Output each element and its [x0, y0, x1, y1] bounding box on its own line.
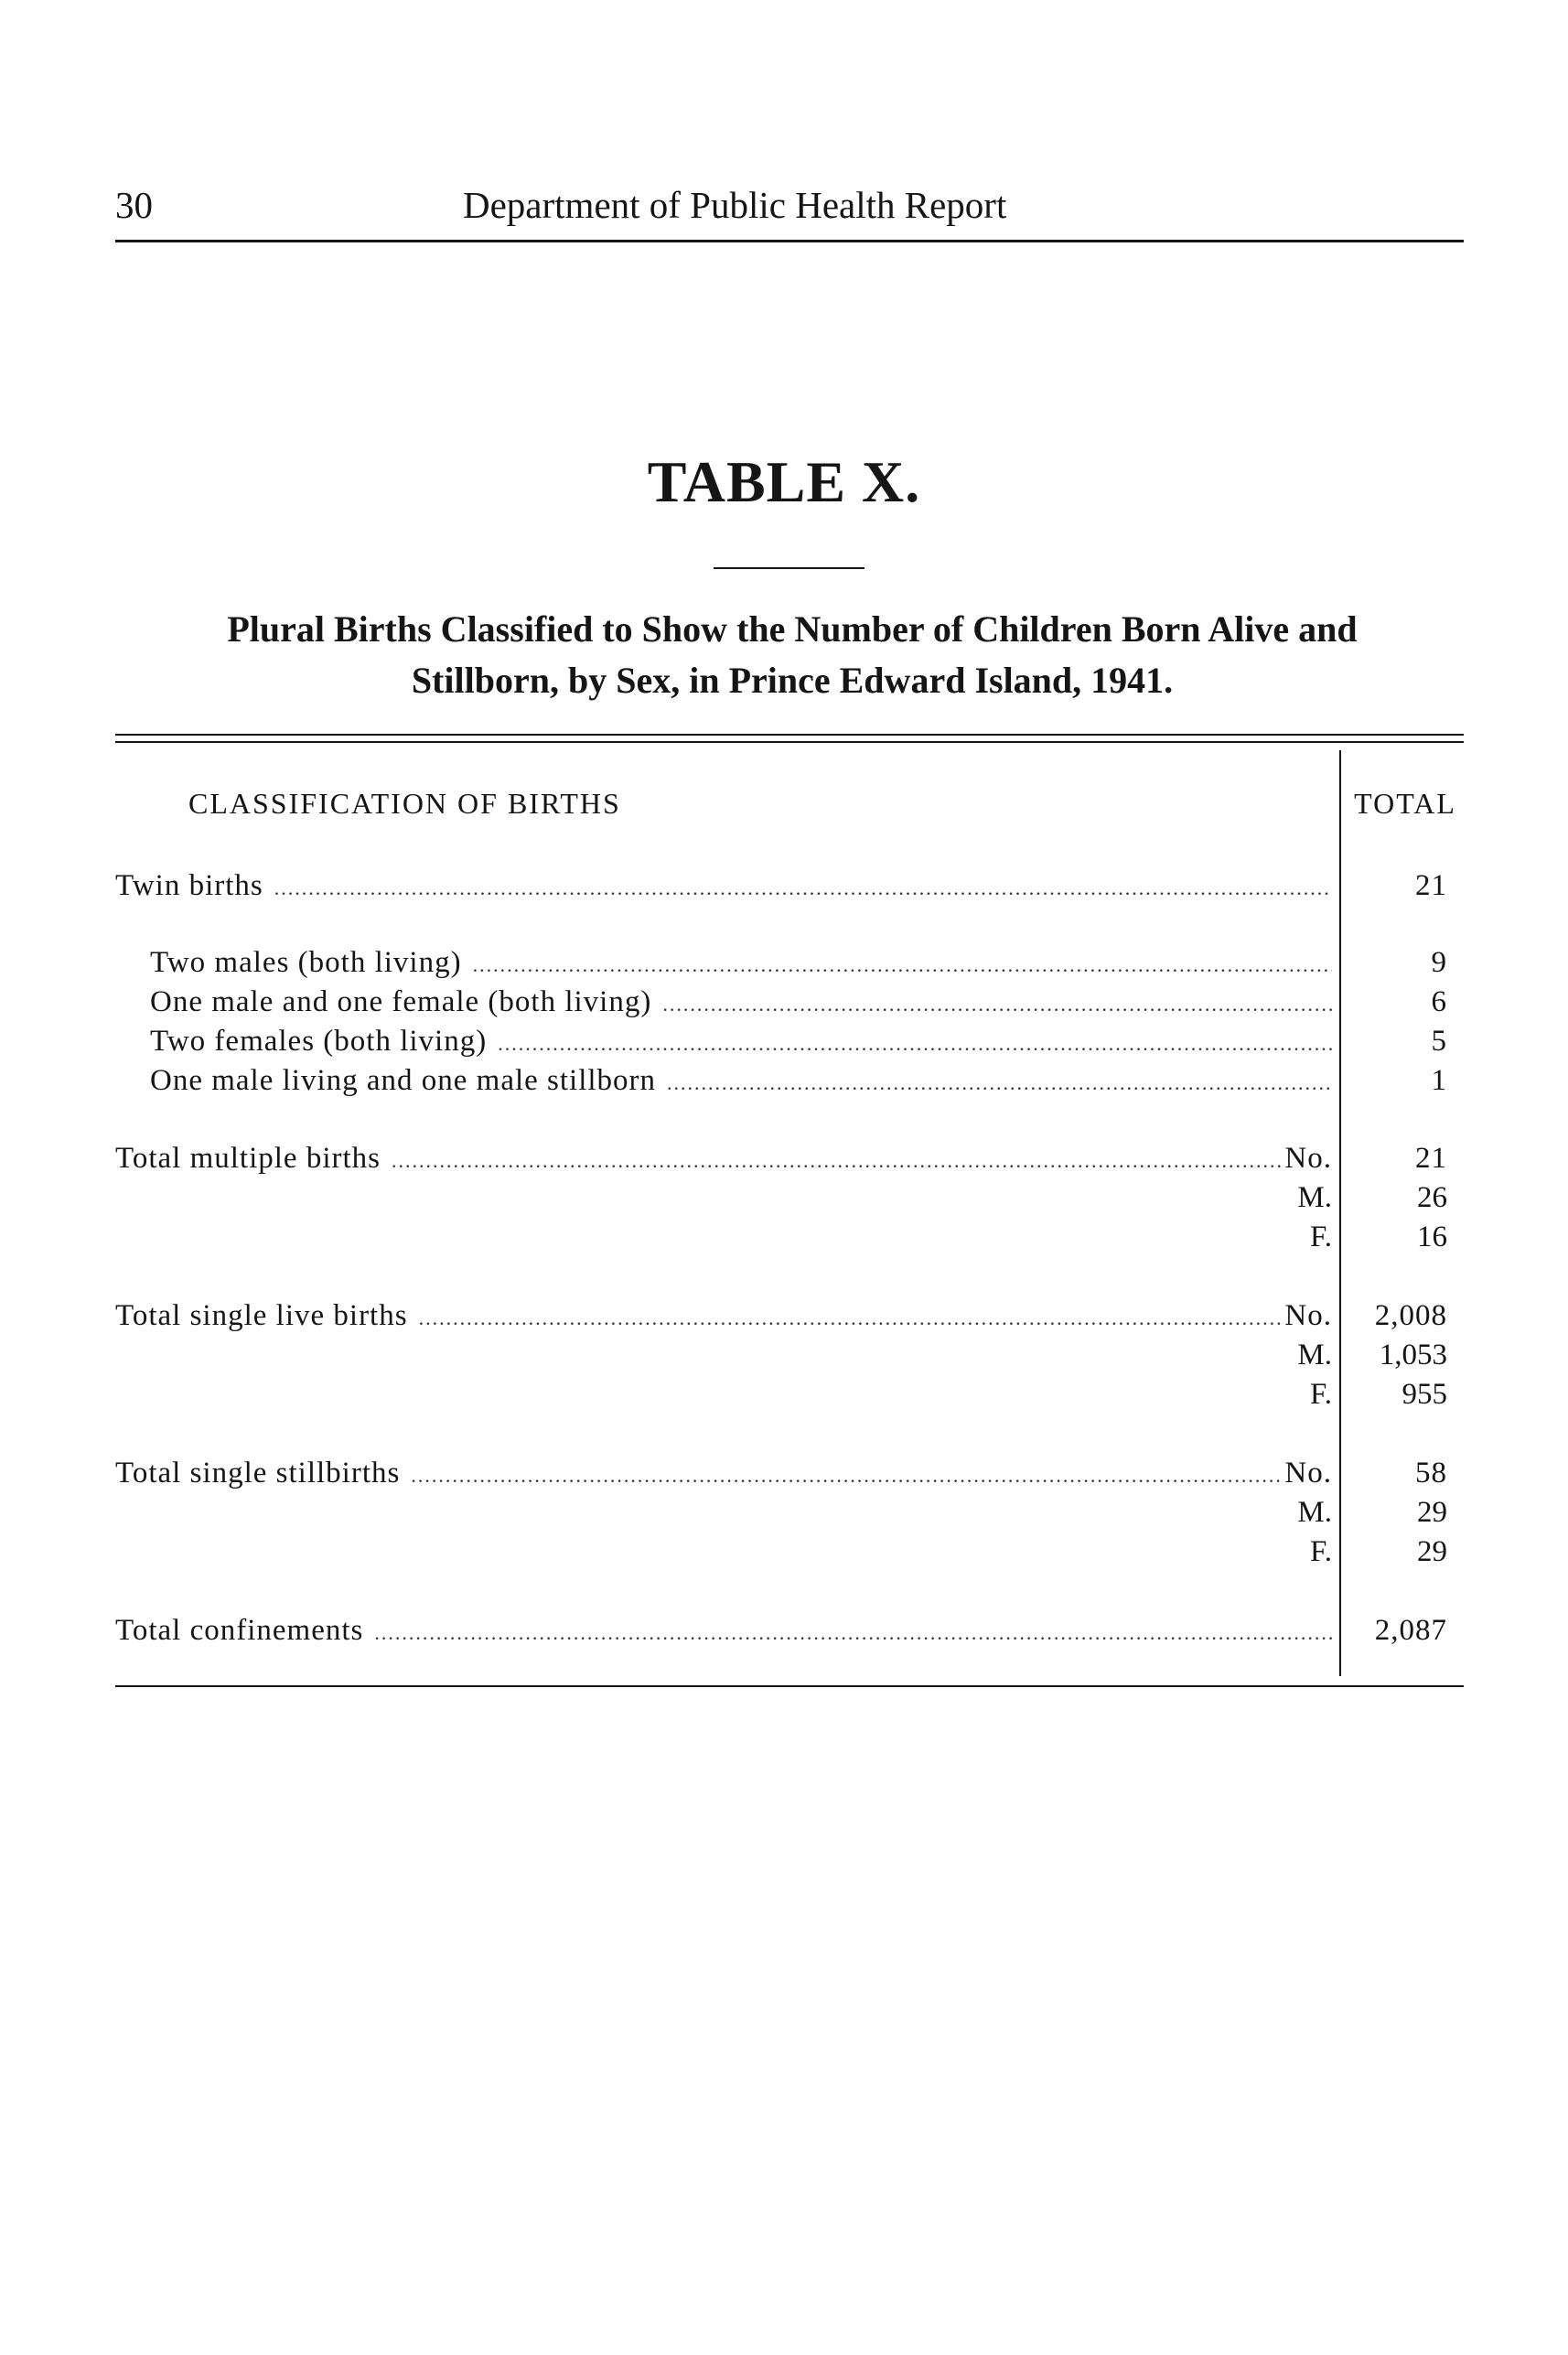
leader-dots [392, 1142, 1283, 1176]
row-value: 5 [1431, 1025, 1447, 1058]
births-table [115, 734, 1464, 1693]
row-value: 2,087 [1374, 1614, 1447, 1647]
row-label: Total single live births [115, 1299, 408, 1332]
leader-dots [374, 1614, 1332, 1648]
leader-dots [498, 1025, 1332, 1059]
row-tag-f: F. [1310, 1378, 1332, 1411]
row-label: Total confinements [115, 1614, 364, 1647]
row-tag-m: M. [1297, 1496, 1332, 1529]
row-value: 29 [1417, 1496, 1447, 1529]
leader-dots [411, 1457, 1283, 1490]
subtitle-line-1: Plural Births Classified to Show the Number of Children Born Alive and [227, 608, 1358, 650]
row-tag-no: No. [1284, 1142, 1332, 1175]
leader-dots [667, 1064, 1332, 1098]
page-number: 30 [115, 184, 153, 226]
row-total-stillbirths [115, 1457, 1464, 1497]
table-title: TABLE X. [647, 449, 921, 514]
row-value: 16 [1417, 1221, 1447, 1253]
row-tag-m: M. [1297, 1181, 1332, 1214]
row-male-female [115, 985, 1464, 1026]
top-rule [115, 734, 1464, 736]
row-tag-f: F. [1310, 1221, 1332, 1253]
row-value: 2,008 [1374, 1299, 1447, 1332]
bottom-rule [115, 1685, 1464, 1687]
row-tag-no: No. [1284, 1299, 1332, 1332]
row-still-male-value [115, 1496, 1464, 1536]
row-label: One male and one female (both living) [150, 985, 652, 1018]
leader-dots [274, 869, 1332, 903]
leader-dots [473, 946, 1332, 980]
row-still-female-value [115, 1535, 1464, 1575]
subtitle-line-2: Stillborn, by Sex, in Prince Edward Island, 1941. [411, 660, 1174, 701]
row-label: Total multiple births [115, 1142, 381, 1175]
row-live-male-value [115, 1339, 1464, 1379]
row-value: 58 [1415, 1457, 1447, 1489]
row-value: 26 [1417, 1181, 1447, 1214]
row-tag-m: M. [1297, 1339, 1332, 1371]
row-multiple-male-value [115, 1181, 1464, 1221]
leader-dots [662, 985, 1332, 1019]
row-value: 1,053 [1379, 1339, 1447, 1371]
page-header [115, 183, 1464, 242]
row-tag-no: No. [1284, 1457, 1332, 1489]
row-label: Two males (both living) [150, 946, 462, 979]
row-label: One male living and one male stillborn [150, 1064, 657, 1097]
leader-dots [419, 1299, 1283, 1333]
row-live-female-value [115, 1378, 1464, 1418]
header-total: TOTAL [1354, 787, 1456, 820]
header-classification: CLASSIFICATION OF BIRTHS [188, 787, 621, 820]
row-tag-f: F. [1310, 1535, 1332, 1568]
title-rule [714, 567, 865, 569]
row-total-single-live [115, 1299, 1464, 1339]
row-total-confinements [115, 1614, 1464, 1654]
top-rule-inner [115, 741, 1464, 743]
row-twin-births [115, 869, 1464, 909]
row-two-males [115, 946, 1464, 986]
row-value: 29 [1417, 1535, 1447, 1568]
row-male-stillborn [115, 1064, 1464, 1104]
row-multiple-female-value [115, 1221, 1464, 1261]
table-subtitle [115, 604, 1469, 706]
running-title: Department of Public Health Report [463, 184, 1007, 226]
row-two-females [115, 1025, 1464, 1065]
row-label: Total single stillbirths [115, 1457, 401, 1489]
row-value: 21 [1415, 1142, 1447, 1175]
row-value: 1 [1431, 1064, 1447, 1097]
row-value: 21 [1415, 869, 1447, 902]
row-label: Two females (both living) [150, 1025, 488, 1058]
row-value: 955 [1402, 1378, 1447, 1411]
row-value: 9 [1431, 946, 1447, 979]
row-value: 6 [1431, 985, 1447, 1018]
row-total-multiple [115, 1142, 1464, 1182]
row-label: Twin births [115, 869, 263, 902]
